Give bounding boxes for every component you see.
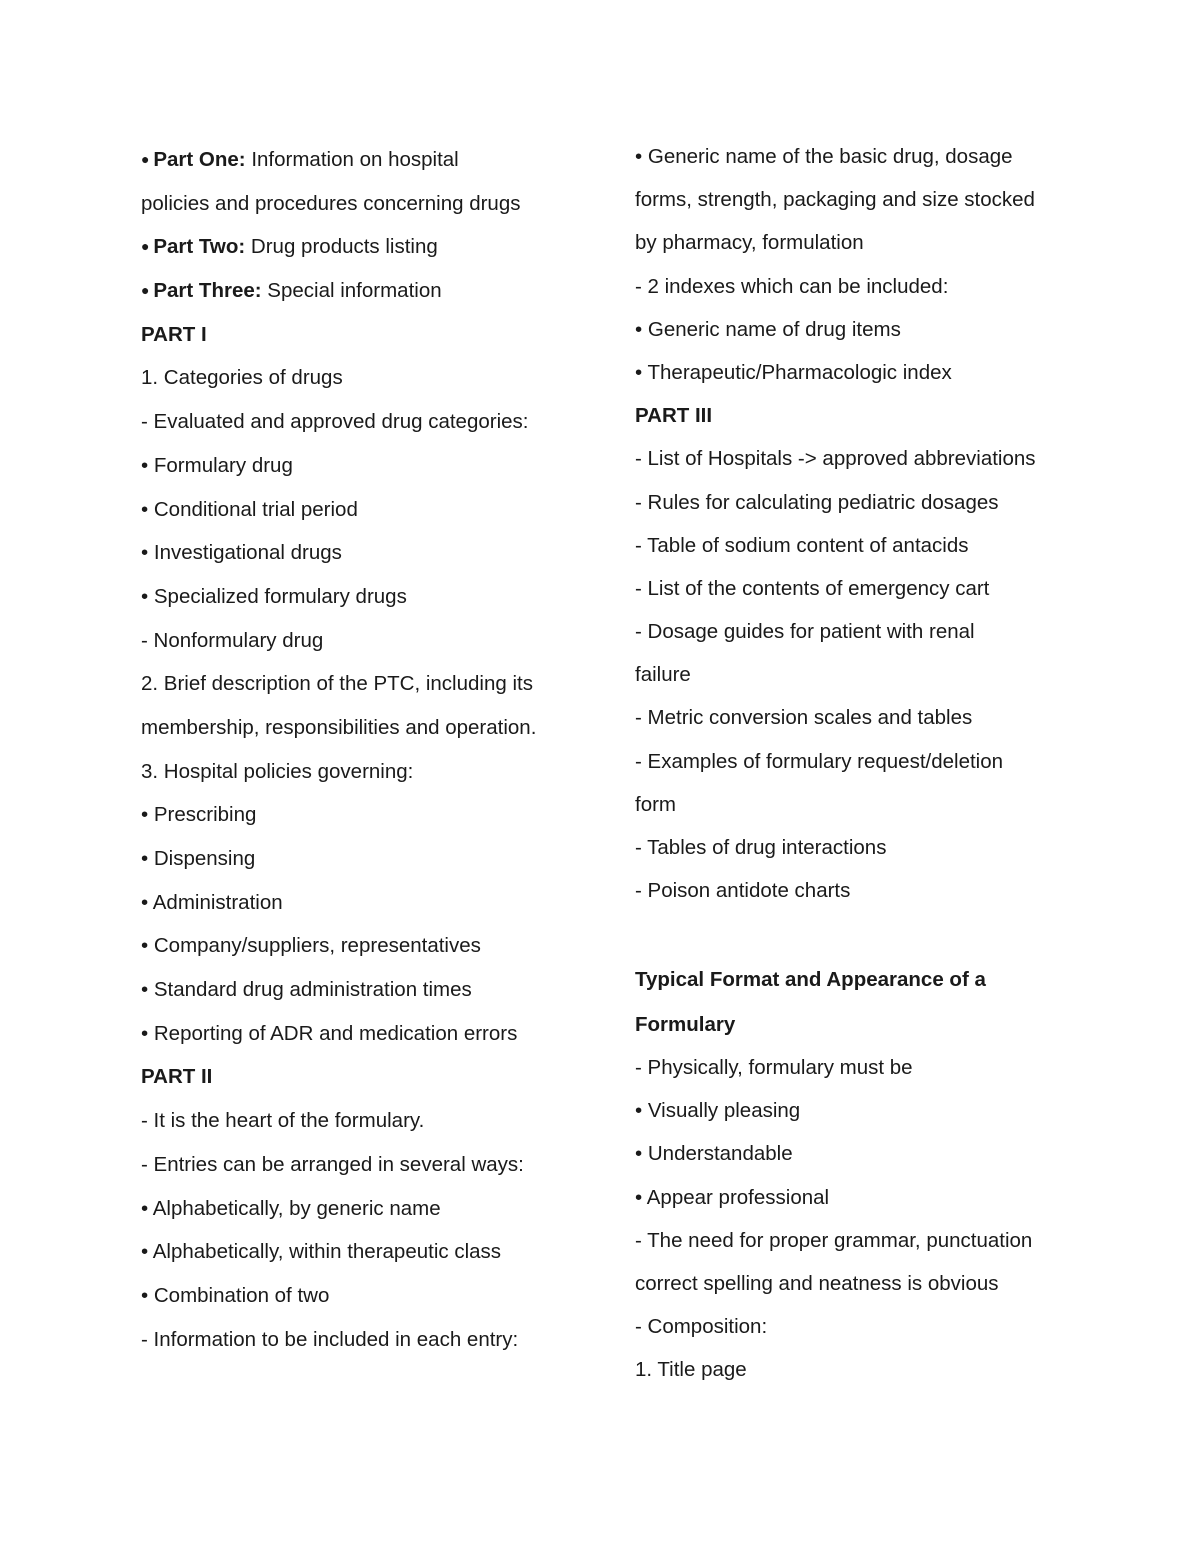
- text-line: • Prescribing: [141, 803, 257, 827]
- text-line: • Dispensing: [141, 847, 256, 870]
- right-column: [635, 135, 1095, 1391]
- text-line: • Generic name of the basic drug, dosage: [635, 145, 1013, 168]
- section-heading-continuation: Formulary: [635, 1012, 736, 1036]
- part-one-continuation: policies and procedures concerning drugs: [141, 191, 521, 215]
- part-two-text: Drug products listing: [245, 235, 438, 259]
- text-line: • Alphabetically, by generic name: [141, 1196, 441, 1220]
- text-line: • Combination of two: [141, 1283, 330, 1307]
- text-line: • Alphabetically, within therapeutic class: [141, 1240, 502, 1264]
- text-line: 1. Title page: [635, 1358, 747, 1382]
- part-one-text: Information on hospital: [245, 148, 459, 171]
- text-line: - 2 indexes which can be included:: [635, 274, 949, 298]
- text-line: • Visually pleasing: [635, 1099, 801, 1123]
- part-one-heading: PART I: [141, 322, 207, 346]
- text-line: • Understandable: [635, 1142, 793, 1166]
- part-three-line: [141, 269, 601, 313]
- part-three-text: Special information: [261, 279, 442, 303]
- text-line: - It is the heart of the formulary.: [141, 1109, 425, 1133]
- text-line: - Evaluated and approved drug categories:: [141, 410, 529, 434]
- text-line: • Conditional trial period: [141, 497, 358, 521]
- part-two-line: [141, 225, 601, 269]
- text-line: - Rules for calculating pediatric dosages: [635, 490, 999, 514]
- text-line: - Tables of drug interactions: [635, 836, 887, 859]
- text-line: form: [635, 792, 676, 816]
- text-line: • Appear professional: [635, 1185, 830, 1209]
- text-line: - Dosage guides for patient with renal: [635, 620, 975, 644]
- text-line: • Company/suppliers, representatives: [141, 934, 481, 958]
- text-line: failure: [635, 663, 691, 687]
- part-one-line: [141, 138, 601, 182]
- section-heading: Typical Format and Appearance of a: [635, 967, 986, 991]
- text-line: 2. Brief description of the PTC, including its: [141, 672, 533, 696]
- part-three-label: ● Part Three:: [141, 279, 262, 302]
- text-line: membership, responsibilities and operation.: [141, 715, 537, 739]
- text-line: - The need for proper grammar, punctuation: [635, 1228, 1033, 1252]
- text-line: - List of Hospitals -> approved abbreviations: [635, 447, 1036, 471]
- text-line: - Poison antidote charts: [635, 879, 851, 903]
- text-line: • Standard drug administration times: [141, 978, 472, 1002]
- text-line: forms, strength, packaging and size stocked: [635, 188, 1035, 212]
- text-line: • Generic name of drug items: [635, 317, 901, 341]
- text-line: - Entries can be arranged in several ways:: [141, 1152, 524, 1176]
- text-line: 1. Categories of drugs: [141, 366, 343, 390]
- text-line: • Therapeutic/Pharmacologic index: [635, 360, 952, 384]
- text-line: correct spelling and neatness is obvious: [635, 1271, 999, 1295]
- text-line: - Composition:: [635, 1315, 768, 1339]
- text-line: - Nonformulary drug: [141, 628, 324, 652]
- blank-line: [635, 912, 1095, 955]
- left-column: [141, 138, 601, 1361]
- text-line: - Information to be included in each entry:: [141, 1327, 519, 1351]
- part-three-heading: PART III: [635, 404, 713, 428]
- part-two-label: ● Part Two:: [141, 235, 245, 258]
- text-line: • Specialized formulary drugs: [141, 584, 407, 608]
- part-one-label: ● Part One:: [141, 148, 246, 171]
- text-line: 3. Hospital policies governing:: [141, 759, 414, 783]
- part-two-heading: PART II: [141, 1065, 213, 1089]
- text-line: • Formulary drug: [141, 453, 293, 477]
- text-line: by pharmacy, formulation: [635, 231, 864, 255]
- text-line: - List of the contents of emergency cart: [635, 576, 990, 600]
- text-line: - Physically, formulary must be: [635, 1055, 913, 1079]
- text-line: - Metric conversion scales and tables: [635, 706, 973, 730]
- text-line: • Reporting of ADR and medication errors: [141, 1021, 518, 1045]
- text-line: • Administration: [141, 890, 283, 914]
- text-line: • Investigational drugs: [141, 541, 342, 565]
- text-line: - Examples of formulary request/deletion: [635, 749, 1004, 773]
- text-line: - Table of sodium content of antacids: [635, 533, 969, 557]
